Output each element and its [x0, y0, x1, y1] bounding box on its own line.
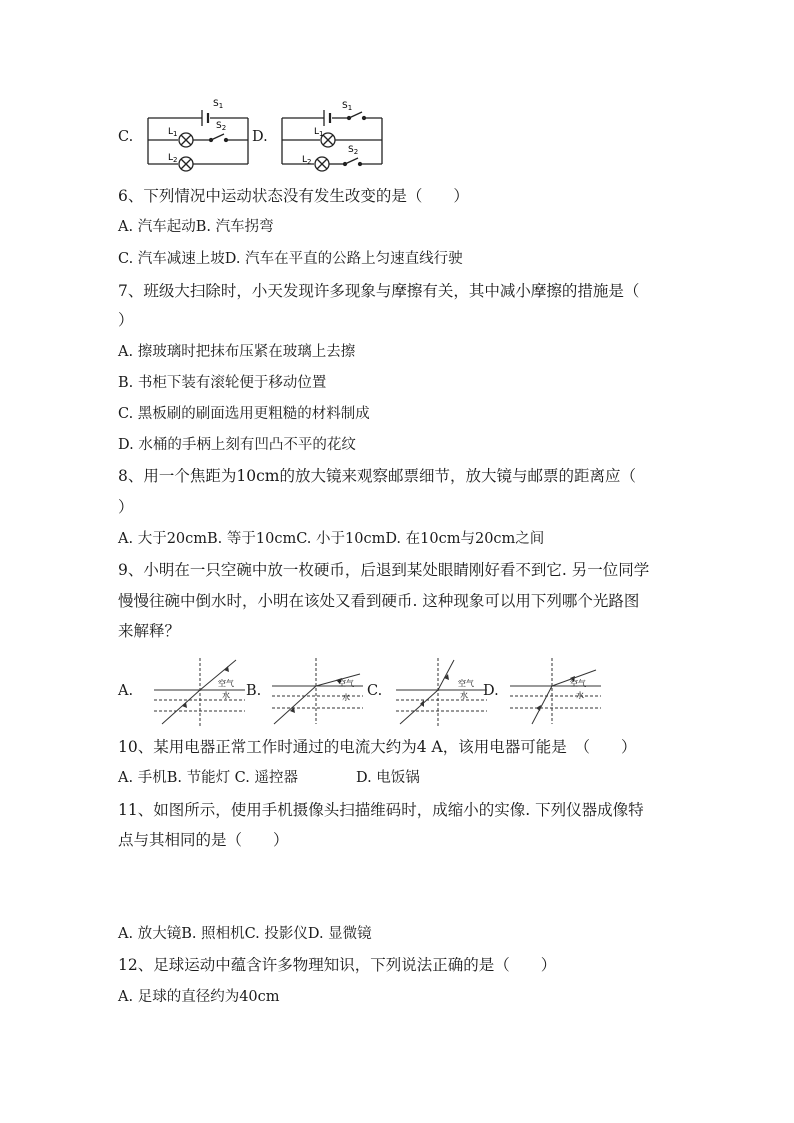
q9-label-a: A. [118, 683, 134, 699]
light-path-diagram-b [270, 656, 365, 728]
q9-stem-line1: 9、小明在一只空碗中放一枚硬币，后退到某处眼睛刚好看不到它. 另一位同学 [118, 561, 650, 579]
q7-option-b: B. 书柜下装有滚轮便于移动位置 [118, 375, 327, 391]
s1-label: $S_1$ [213, 99, 224, 110]
svg-text:水: 水 [576, 691, 584, 700]
s1-label: $S_1$ [342, 101, 353, 112]
s2-label: $S_2$ [216, 121, 227, 132]
q12-option-a: A. 足球的直径约为40cm [118, 989, 280, 1005]
circuit-diagram-d [272, 96, 392, 172]
q6-options-line2: C. 汽车减速上坡D. 汽车在平直的公路上匀速直线行驶 [118, 251, 463, 267]
light-path-diagram-d [508, 656, 603, 728]
q7-option-a: A. 擦玻璃时把抹布压紧在玻璃上去擦 [118, 344, 356, 360]
l2-label: $L_2$ [168, 153, 178, 164]
l1-label: $L_1$ [314, 127, 324, 138]
l2-label: $L_2$ [302, 155, 312, 166]
q8-stem-line1: 8、用一个焦距为10cm的放大镜来观察邮票细节，放大镜与邮票的距离应（ [118, 467, 636, 485]
svg-text:空气: 空气 [570, 679, 586, 688]
q7-stem-line1: 7、班级大扫除时，小天发现许多现象与摩擦有关，其中减小摩擦的措施是（ [118, 282, 640, 300]
q9-label-d: D. [483, 683, 499, 699]
svg-text:空气: 空气 [338, 679, 354, 688]
option-d-label: D. [252, 129, 268, 145]
q9-label-c: C. [367, 683, 383, 699]
q8-stem-line2: ） [118, 498, 134, 516]
q6-options-line1: A. 汽车起动B. 汽车拐弯 [118, 219, 274, 235]
q9-label-b: B. [246, 683, 262, 699]
option-c-label: C. [118, 129, 134, 145]
svg-text:空气: 空气 [458, 679, 474, 688]
q11-stem-line2: 点与其相同的是（ ） [118, 831, 289, 849]
light-path-diagram-c [394, 656, 489, 728]
svg-text:水: 水 [222, 691, 230, 700]
q8-options: A. 大于20cmB. 等于10cmC. 小于10cmD. 在10cm与20cm之间 [118, 531, 545, 547]
q7-stem-line2: ） [118, 311, 134, 329]
svg-text:水: 水 [342, 693, 350, 702]
q9-stem-line3: 来解释？ [118, 622, 181, 640]
q9-stem-line2: 慢慢往碗中倒水时，小明在该处又看到硬币. 这种现象可以用下列哪个光路图 [118, 592, 640, 610]
svg-text:空气: 空气 [218, 679, 234, 688]
svg-text:水: 水 [460, 691, 468, 700]
l1-label: $L_1$ [168, 127, 178, 138]
q10-options: A. 手机B. 节能灯 C. 遥控器 D. 电饭锅 [118, 770, 420, 786]
q7-option-c: C. 黑板刷的刷面选用更粗糙的材料制成 [118, 406, 370, 422]
q11-options: A. 放大镜B. 照相机C. 投影仪D. 显微镜 [118, 926, 372, 942]
light-path-diagram-a [152, 656, 247, 728]
q7-option-d: D. 水桶的手柄上刻有凹凸不平的花纹 [118, 437, 356, 453]
q11-stem-line1: 11、如图所示，使用手机摄像头扫描维码时，成缩小的实像. 下列仪器成像特 [118, 801, 644, 819]
s2-label: $S_2$ [348, 145, 359, 156]
q6-stem: 6、下列情况中运动状态没有发生改变的是（ ） [118, 187, 469, 205]
q10-stem: 10、某用电器正常工作时通过的电流大约为4 A，该用电器可能是 （ ） [118, 738, 637, 756]
q12-stem: 12、足球运动中蕴含许多物理知识，下列说法正确的是（ ） [118, 956, 557, 974]
circuit-diagram-c [140, 96, 260, 172]
